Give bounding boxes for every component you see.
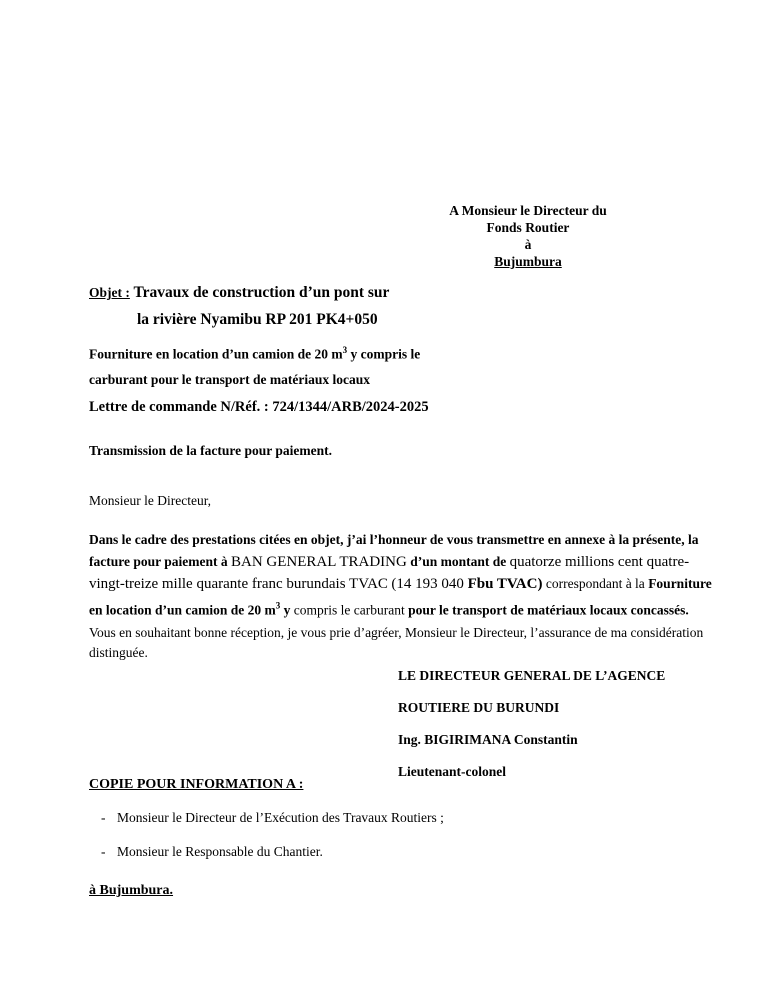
paragraph-bold-amount-intro: d’un montant de [406,553,507,569]
copy-section [89,777,689,899]
objet-title-line-1: Travaux de construction d’un pont sur [133,284,390,301]
copy-closing-city: à Bujumbura. [89,883,174,898]
copy-recipient-1: Monsieur le Directeur de l’Exécution des Travaux Routiers ; [117,810,444,825]
service-tail-bold: pour le transport de matériaux locaux concassés. [408,602,689,617]
signatory-rank: Lieutenant-colonel [398,764,506,779]
addressee-city: Bujumbura [494,254,562,269]
addressee-block [398,202,658,270]
objet-detail-line-1 [89,338,723,367]
signature-block [398,660,728,788]
copy-recipient-2: Monsieur le Responsable du Chantier. [117,844,323,859]
letter-body [89,282,723,663]
cubic-meter-superscript-2: 3 [275,600,281,611]
signature-line-1: LE DIRECTEUR GENERAL DE L’AGENCE [398,668,666,683]
cubic-meter-superscript: 3 [342,345,348,355]
closing-paragraph: Vous en souhaitant bonne réception, je vous prie d’agréer, Monsieur le Directeur, l’assurance de ma considération distinguée. [89,625,704,660]
order-reference: Lettre de commande N/Réf. : 724/1344/ARB/2024-2025 [89,398,429,415]
objet-title-line-2: la rivière Nyamibu RP 201 PK4+050 [137,311,378,328]
transmission-note: Transmission de la facture pour paiement. [89,442,333,458]
list-item [89,843,689,861]
amount-in-words: quatorze millions cent quatre-vingt-treize mille quarante franc burundais TVAC [89,553,690,592]
paragraph-bold-intro: Dans le cadre des prestations citées en objet, j’ai l’honneur de vous transmettre en annexe à la présente, la facture pour paiement à [89,531,699,569]
amount-figures-open: (14 193 040 [391,575,468,592]
addressee-line-2: Fonds Routier [486,220,570,235]
service-description-b: y [280,602,291,617]
copy-recipient-list [89,809,689,861]
main-paragraph [89,529,723,622]
objet-detail-1-a: Fourniture en location d’un camion de 20 m [89,346,343,362]
objet-label: Objet : [89,285,130,300]
service-description-a: Fourniture en location d’un camion de 20 m [89,575,712,617]
amount-figures-currency: Fbu TVAC) [467,575,543,592]
addressee-line-1: A Monsieur le Directeur du [449,203,607,218]
objet-line [89,282,723,303]
salutation: Monsieur le Directeur, [89,492,212,508]
copy-section-title: COPIE POUR INFORMATION A : [89,777,304,792]
objet-detail-line-2: carburant pour le transport de matériaux locaux [89,371,370,387]
addressee-line-3: à [524,237,532,252]
objet-detail-1-b: y compris le [347,346,421,362]
company-name: BAN GENERAL TRADING [231,553,407,570]
paragraph-mid: correspondant à la [542,575,649,591]
dash-bullet-icon: - [101,810,106,825]
signature-line-2: ROUTIERE DU BURUNDI [398,700,560,715]
list-item [89,809,689,827]
service-tail-normal: compris le carburant [293,602,409,617]
signatory-name: Ing. BIGIRIMANA Constantin [398,732,578,747]
dash-bullet-icon: - [101,844,106,859]
